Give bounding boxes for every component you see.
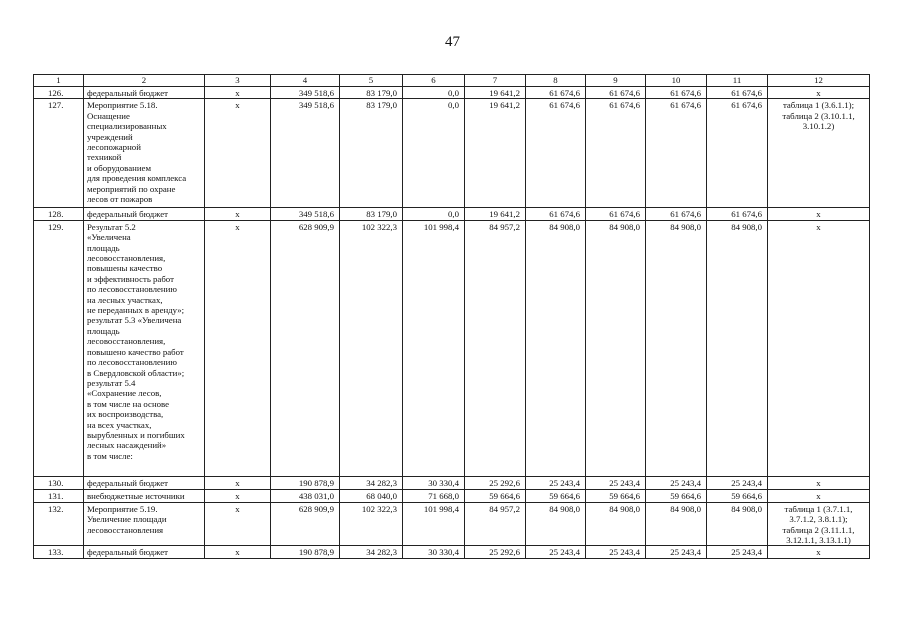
table-cell: 84 957,2 [465, 220, 526, 476]
header-cell: 1 [34, 75, 84, 87]
table-cell: 30 330,4 [403, 476, 465, 489]
table-cell: 61 674,6 [526, 208, 586, 220]
page-number: 47 [445, 34, 460, 50]
header-row [34, 75, 870, 87]
table-cell: 83 179,0 [340, 87, 403, 99]
table-cell: х [205, 489, 271, 502]
table-cell: 25 292,6 [465, 476, 526, 489]
table-row [34, 87, 870, 99]
table-cell: 84 908,0 [646, 502, 707, 546]
table-cell: 25 243,4 [707, 476, 768, 489]
table-cell: 25 243,4 [526, 546, 586, 559]
table-cell: 59 664,6 [465, 489, 526, 502]
table-cell: 102 322,3 [340, 220, 403, 476]
table-row [34, 489, 870, 502]
table-cell: 61 674,6 [586, 87, 646, 99]
table-cell: 628 909,9 [271, 220, 340, 476]
header-cell: 10 [646, 75, 707, 87]
table-cell: 30 330,4 [403, 546, 465, 559]
header-cell: 12 [768, 75, 870, 87]
table-cell: внебюджетные источники [84, 489, 205, 502]
table-cell: 19 641,2 [465, 99, 526, 208]
table-cell: федеральный бюджет [84, 87, 205, 99]
table-cell: 0,0 [403, 208, 465, 220]
table-cell: таблица 1 (3.6.1.1); таблица 2 (3.10.1.1, 3.10.1.2) [768, 99, 870, 208]
table-cell: 0,0 [403, 99, 465, 208]
table-cell: 349 518,6 [271, 208, 340, 220]
table-cell: 83 179,0 [340, 208, 403, 220]
table-cell: х [768, 546, 870, 559]
table-cell: 628 909,9 [271, 502, 340, 546]
table-cell: х [205, 220, 271, 476]
table-cell: 84 908,0 [707, 502, 768, 546]
table-cell: 83 179,0 [340, 99, 403, 208]
table-cell: 25 243,4 [646, 476, 707, 489]
table-cell: федеральный бюджет [84, 546, 205, 559]
table-cell: 61 674,6 [646, 208, 707, 220]
table-cell: х [768, 208, 870, 220]
table-cell: 61 674,6 [707, 87, 768, 99]
table-cell: 84 908,0 [646, 220, 707, 476]
table-cell: 84 908,0 [526, 220, 586, 476]
header-cell: 8 [526, 75, 586, 87]
table-cell: 84 908,0 [586, 502, 646, 546]
table-cell: х [205, 99, 271, 208]
table-cell: 59 664,6 [526, 489, 586, 502]
table-cell: х [768, 220, 870, 476]
table-cell: 101 998,4 [403, 220, 465, 476]
table-cell: 59 664,6 [707, 489, 768, 502]
table-cell: 130. [34, 476, 84, 489]
header-cell: 7 [465, 75, 526, 87]
table-cell: 34 282,3 [340, 546, 403, 559]
table-cell: х [768, 476, 870, 489]
header-cell: 11 [707, 75, 768, 87]
table-cell: 128. [34, 208, 84, 220]
table-cell: х [768, 87, 870, 99]
table-cell: 61 674,6 [586, 99, 646, 208]
table-cell: 61 674,6 [586, 208, 646, 220]
table-cell: Мероприятие 5.19. Увеличение площади лесовосстановления [84, 502, 205, 546]
table-cell: 25 243,4 [586, 546, 646, 559]
table-cell: 25 243,4 [646, 546, 707, 559]
table-cell: 349 518,6 [271, 87, 340, 99]
table-cell: федеральный бюджет [84, 208, 205, 220]
table-cell: 61 674,6 [646, 87, 707, 99]
table-cell: х [205, 546, 271, 559]
table-row [34, 546, 870, 559]
table-cell: 133. [34, 546, 84, 559]
table-cell: 132. [34, 502, 84, 546]
table-cell: 84 908,0 [526, 502, 586, 546]
table-cell: 438 031,0 [271, 489, 340, 502]
table-cell: 25 243,4 [586, 476, 646, 489]
table-cell: 25 243,4 [526, 476, 586, 489]
table-cell: 131. [34, 489, 84, 502]
table-cell: 59 664,6 [586, 489, 646, 502]
table-cell: 34 282,3 [340, 476, 403, 489]
table-cell: 71 668,0 [403, 489, 465, 502]
table-cell: 19 641,2 [465, 87, 526, 99]
table-cell: федеральный бюджет [84, 476, 205, 489]
table-cell: 84 957,2 [465, 502, 526, 546]
table-body [34, 87, 870, 559]
table-cell: 19 641,2 [465, 208, 526, 220]
header-cell: 2 [84, 75, 205, 87]
table-row [34, 220, 870, 476]
table-cell: х [205, 502, 271, 546]
table-row [34, 502, 870, 546]
table-cell: 61 674,6 [526, 99, 586, 208]
header-cell: 6 [403, 75, 465, 87]
table-row [34, 99, 870, 208]
table-cell: 127. [34, 99, 84, 208]
table-cell: 68 040,0 [340, 489, 403, 502]
table-cell: 129. [34, 220, 84, 476]
header-cell: 9 [586, 75, 646, 87]
table-cell: Мероприятие 5.18. Оснащение специализированных учреждений лесопожарной техникой и оборудованием для проведения комплекса мероприятий по охране лесов от пожаров [84, 99, 205, 208]
table-cell: 61 674,6 [707, 208, 768, 220]
table-cell: 349 518,6 [271, 99, 340, 208]
table-cell: 0,0 [403, 87, 465, 99]
budget-table [33, 74, 870, 559]
table-cell: Результат 5.2 «Увеличена площадь лесовосстановления, повышены качество и эффективность работ по лесовосстановлению на лесных участках, не переданных в аренду»; результат 5.3 «Увеличена площадь лесовосстановления, повышено качество работ по лесовосстановлению в Свердловской области»; результат 5.4 «Сохранение лесов, в том числе на основе их воспроизводства, на всех участках, вырубленных и погибших лесных насаждений» в том числе: [84, 220, 205, 476]
table-cell: 126. [34, 87, 84, 99]
table-cell: 84 908,0 [586, 220, 646, 476]
table-cell: 61 674,6 [707, 99, 768, 208]
table-cell: 25 243,4 [707, 546, 768, 559]
table-cell: 61 674,6 [646, 99, 707, 208]
table-cell: х [205, 476, 271, 489]
table-row [34, 208, 870, 220]
header-cell: 4 [271, 75, 340, 87]
table-cell: 61 674,6 [526, 87, 586, 99]
table-cell: 25 292,6 [465, 546, 526, 559]
table-cell: х [768, 489, 870, 502]
table-cell: 59 664,6 [646, 489, 707, 502]
table-cell: 190 878,9 [271, 476, 340, 489]
table-cell: 190 878,9 [271, 546, 340, 559]
table-cell: 102 322,3 [340, 502, 403, 546]
table-cell: 84 908,0 [707, 220, 768, 476]
table-header [34, 75, 870, 87]
table-row [34, 476, 870, 489]
header-cell: 5 [340, 75, 403, 87]
table-cell: 101 998,4 [403, 502, 465, 546]
header-cell: 3 [205, 75, 271, 87]
table-cell: х [205, 87, 271, 99]
table-cell: х [205, 208, 271, 220]
table-cell: таблица 1 (3.7.1.1, 3.7.1.2, 3.8.1.1); таблица 2 (3.11.1.1, 3.12.1.1, 3.13.1.1) [768, 502, 870, 546]
